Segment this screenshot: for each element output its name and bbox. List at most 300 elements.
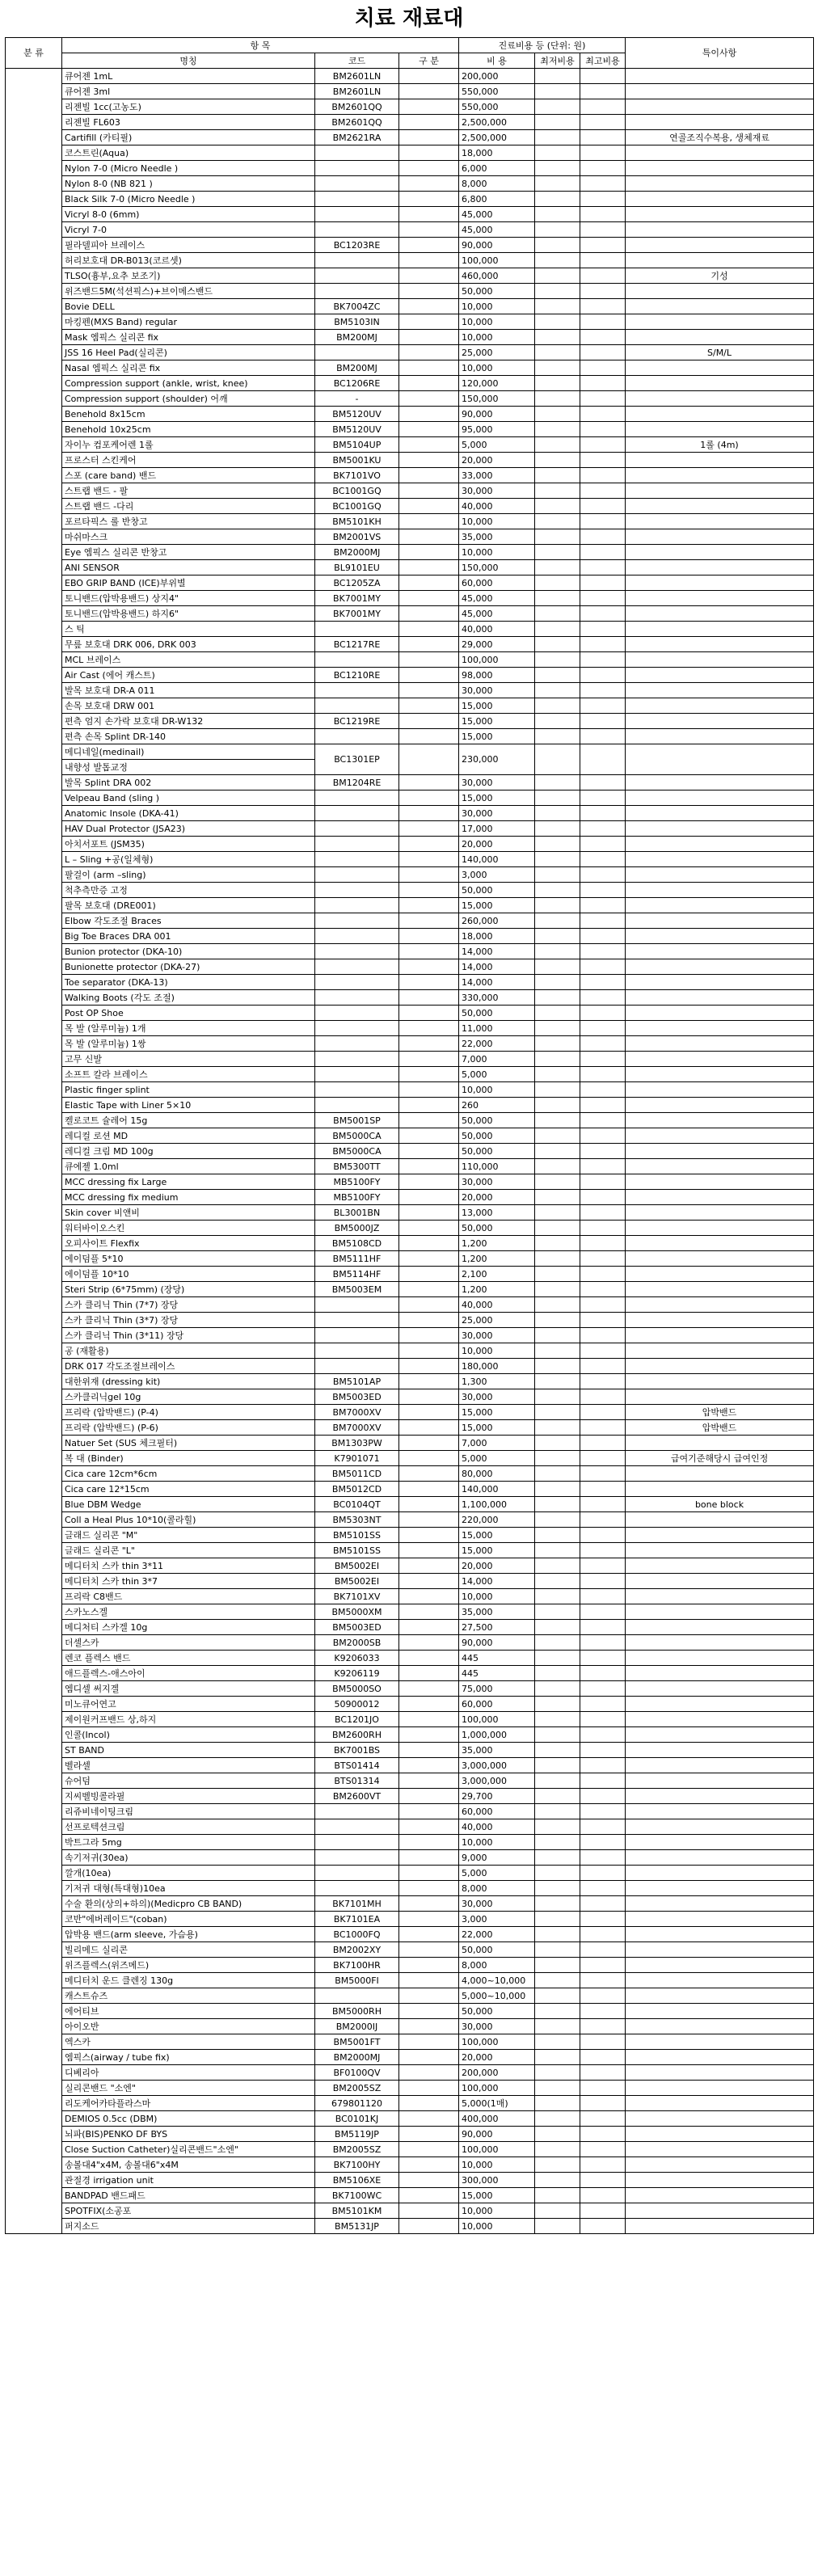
table-row — [6, 1436, 814, 1451]
table-row — [6, 437, 814, 453]
item-note — [626, 898, 814, 913]
item-name: Close Suction Catheter)실리콘밴드"소엔" — [62, 2142, 315, 2157]
item-note — [626, 1144, 814, 1159]
item-max-cost — [580, 1174, 626, 1190]
item-code: BM2005SZ — [315, 2142, 399, 2157]
item-cost: 15,000 — [459, 714, 535, 729]
item-min-cost — [535, 2127, 580, 2142]
item-division — [399, 69, 459, 84]
item-cost: 10,000 — [459, 2203, 535, 2219]
item-cost: 50,000 — [459, 1128, 535, 1144]
item-max-cost — [580, 1482, 626, 1497]
item-min-cost — [535, 1082, 580, 1098]
item-note — [626, 990, 814, 1006]
item-max-cost — [580, 422, 626, 437]
table-row — [6, 1666, 814, 1681]
item-note — [626, 453, 814, 468]
item-note — [626, 560, 814, 575]
item-min-cost — [535, 821, 580, 837]
item-min-cost — [535, 1620, 580, 1635]
item-max-cost — [580, 975, 626, 990]
table-row — [6, 1297, 814, 1313]
item-code: BC0101KJ — [315, 2111, 399, 2127]
item-note — [626, 591, 814, 606]
item-code: BK7004ZC — [315, 299, 399, 314]
item-min-cost — [535, 130, 580, 145]
table-row — [6, 1558, 814, 1574]
table-row — [6, 1651, 814, 1666]
item-min-cost — [535, 422, 580, 437]
item-note — [626, 1128, 814, 1144]
item-division — [399, 192, 459, 207]
table-row — [6, 84, 814, 99]
item-max-cost — [580, 1082, 626, 1098]
item-name: 깔개(10ea) — [62, 1866, 315, 1881]
item-division — [399, 622, 459, 637]
item-cost: 230,000 — [459, 744, 535, 775]
item-max-cost — [580, 1313, 626, 1328]
item-name: 프리락 (압박밴드) (P-4) — [62, 1405, 315, 1420]
item-name: Compression support (ankle, wrist, knee) — [62, 376, 315, 391]
item-division — [399, 1958, 459, 1973]
item-division — [399, 1006, 459, 1021]
item-division — [399, 867, 459, 883]
item-code — [315, 944, 399, 959]
table-row — [6, 314, 814, 330]
item-division — [399, 1098, 459, 1113]
item-min-cost — [535, 1297, 580, 1313]
item-name: 리젠빌 FL603 — [62, 115, 315, 130]
item-cost: 30,000 — [459, 1896, 535, 1912]
item-code: BM2002XY — [315, 1942, 399, 1958]
item-cost: 50,000 — [459, 2004, 535, 2019]
item-code: BM5001KU — [315, 453, 399, 468]
item-code — [315, 852, 399, 867]
item-min-cost — [535, 1958, 580, 1973]
item-name: 팔목 보호대 (DRE001) — [62, 898, 315, 913]
table-row — [6, 499, 814, 514]
item-division — [399, 176, 459, 192]
item-division — [399, 1328, 459, 1343]
item-name: 인콜(Incol) — [62, 1727, 315, 1743]
item-name: 렌코 플렉스 밴드 — [62, 1651, 315, 1666]
item-code: BM5001FT — [315, 2034, 399, 2050]
item-max-cost — [580, 714, 626, 729]
item-cost: 45,000 — [459, 222, 535, 238]
table-row — [6, 1697, 814, 1712]
item-cost: 260,000 — [459, 913, 535, 929]
item-note — [626, 2004, 814, 2019]
table-row — [6, 1282, 814, 1297]
item-max-cost — [580, 652, 626, 668]
item-note: 1롤 (4m) — [626, 437, 814, 453]
item-division — [399, 1727, 459, 1743]
item-min-cost — [535, 115, 580, 130]
item-min-cost — [535, 1589, 580, 1604]
item-code: BM5103IN — [315, 314, 399, 330]
item-cost: 100,000 — [459, 652, 535, 668]
item-code: BM2000IJ — [315, 2019, 399, 2034]
item-note — [626, 161, 814, 176]
item-name: TLSO(흉부,요추 보조기) — [62, 268, 315, 284]
table-row — [6, 867, 814, 883]
item-max-cost — [580, 560, 626, 575]
item-min-cost — [535, 1021, 580, 1036]
item-max-cost — [580, 1574, 626, 1589]
item-division — [399, 2188, 459, 2203]
item-name: Vicryl 7-0 — [62, 222, 315, 238]
item-division — [399, 1635, 459, 1651]
item-cost: 10,000 — [459, 2219, 535, 2234]
table-row — [6, 2127, 814, 2142]
item-min-cost — [535, 714, 580, 729]
item-code: BM5003ED — [315, 1620, 399, 1635]
item-min-cost — [535, 1697, 580, 1712]
item-note — [626, 299, 814, 314]
item-code: BM1303PW — [315, 1436, 399, 1451]
item-note — [626, 468, 814, 483]
item-code — [315, 683, 399, 698]
item-cost: 40,000 — [459, 499, 535, 514]
item-min-cost — [535, 1789, 580, 1804]
table-row — [6, 1988, 814, 2004]
item-cost: 45,000 — [459, 606, 535, 622]
item-code: BM5012CD — [315, 1482, 399, 1497]
item-note — [626, 2081, 814, 2096]
item-code: BM5101SS — [315, 1528, 399, 1543]
item-code: BM2601QQ — [315, 99, 399, 115]
item-note: 압박밴드 — [626, 1405, 814, 1420]
item-cost: 22,000 — [459, 1036, 535, 1052]
item-name: 공 (재활용) — [62, 1343, 315, 1359]
item-note — [626, 115, 814, 130]
item-division — [399, 2203, 459, 2219]
item-max-cost — [580, 2188, 626, 2203]
item-cost: 5,000 — [459, 1866, 535, 1881]
item-division — [399, 652, 459, 668]
item-division — [399, 1159, 459, 1174]
item-code — [315, 1988, 399, 2004]
item-name: 프리락 (압박밴드) (P-6) — [62, 1420, 315, 1436]
table-row — [6, 1727, 814, 1743]
item-division — [399, 898, 459, 913]
item-cost: 10,000 — [459, 1343, 535, 1359]
item-note — [626, 391, 814, 407]
item-division — [399, 314, 459, 330]
item-min-cost — [535, 1804, 580, 1819]
item-name: Coll a Heal Plus 10*10(콜라힐) — [62, 1512, 315, 1528]
item-min-cost — [535, 391, 580, 407]
table-row — [6, 1758, 814, 1773]
item-cost: 30,000 — [459, 1328, 535, 1343]
item-division — [399, 591, 459, 606]
item-division — [399, 1282, 459, 1297]
item-note — [626, 2127, 814, 2142]
item-note — [626, 1359, 814, 1374]
item-max-cost — [580, 84, 626, 99]
item-cost: 220,000 — [459, 1512, 535, 1528]
item-name: 스 틱 — [62, 622, 315, 637]
item-division — [399, 2019, 459, 2034]
item-note — [626, 2034, 814, 2050]
item-max-cost — [580, 268, 626, 284]
item-name: 큐어젠 1mL — [62, 69, 315, 84]
item-division — [399, 2034, 459, 2050]
item-max-cost — [580, 2081, 626, 2096]
table-row — [6, 145, 814, 161]
item-division — [399, 1942, 459, 1958]
item-max-cost — [580, 1743, 626, 1758]
item-note: bone block — [626, 1497, 814, 1512]
table-row — [6, 591, 814, 606]
item-note: 기성 — [626, 268, 814, 284]
item-note — [626, 1896, 814, 1912]
item-division — [399, 1374, 459, 1389]
item-name: 포르타픽스 롤 반창고 — [62, 514, 315, 529]
item-name: 벨라셀 — [62, 1758, 315, 1773]
item-division — [399, 2004, 459, 2019]
item-min-cost — [535, 2173, 580, 2188]
item-name: Elbow 각도조절 Braces — [62, 913, 315, 929]
item-cost: 33,000 — [459, 468, 535, 483]
item-code: BC1301EP — [315, 744, 399, 775]
item-code — [315, 176, 399, 192]
item-name: 애드플렉스-애스아이 — [62, 1666, 315, 1681]
item-division — [399, 1666, 459, 1681]
item-min-cost — [535, 1942, 580, 1958]
item-cost: 200,000 — [459, 2065, 535, 2081]
item-note — [626, 238, 814, 253]
item-cost: 30,000 — [459, 483, 535, 499]
item-max-cost — [580, 1942, 626, 1958]
item-name: 압박용 밴드(arm sleeve, 가슴용) — [62, 1927, 315, 1942]
item-name: HAV Dual Protector (JSA23) — [62, 821, 315, 837]
item-min-cost — [535, 1052, 580, 1067]
item-cost: 45,000 — [459, 207, 535, 222]
item-min-cost — [535, 192, 580, 207]
item-code: BM5000XM — [315, 1604, 399, 1620]
item-note — [626, 683, 814, 698]
item-min-cost — [535, 683, 580, 698]
item-code: BM2600RH — [315, 1727, 399, 1743]
item-code — [315, 1359, 399, 1374]
item-cost: 30,000 — [459, 683, 535, 698]
item-note — [626, 1251, 814, 1267]
table-row — [6, 1451, 814, 1466]
item-code — [315, 990, 399, 1006]
item-min-cost — [535, 1988, 580, 2004]
item-name: 엠픽스(airway / tube fix) — [62, 2050, 315, 2065]
item-min-cost — [535, 806, 580, 821]
item-cost: 40,000 — [459, 622, 535, 637]
item-cost: 1,300 — [459, 1374, 535, 1389]
item-division — [399, 268, 459, 284]
item-min-cost — [535, 698, 580, 714]
item-name: Steri Strip (6*75mm) (장당) — [62, 1282, 315, 1297]
item-name: 큐어젠 3ml — [62, 84, 315, 99]
item-note — [626, 514, 814, 529]
table-row — [6, 652, 814, 668]
item-min-cost — [535, 499, 580, 514]
item-name: 복 대 (Binder) — [62, 1451, 315, 1466]
item-cost: 15,000 — [459, 898, 535, 913]
item-division — [399, 1205, 459, 1221]
item-name: 메디터치 스카 thin 3*11 — [62, 1558, 315, 1574]
item-note — [626, 1773, 814, 1789]
item-code: K7901071 — [315, 1451, 399, 1466]
item-code: MB5100FY — [315, 1174, 399, 1190]
item-name: 더셀스카 — [62, 1635, 315, 1651]
item-max-cost — [580, 69, 626, 84]
header-cost: 비 용 — [459, 53, 535, 69]
item-division — [399, 99, 459, 115]
item-note — [626, 1835, 814, 1850]
item-max-cost — [580, 959, 626, 975]
item-max-cost — [580, 1804, 626, 1819]
item-max-cost — [580, 2142, 626, 2157]
item-code: 679801120 — [315, 2096, 399, 2111]
table-row — [6, 637, 814, 652]
item-max-cost — [580, 775, 626, 791]
item-max-cost — [580, 453, 626, 468]
item-division — [399, 345, 459, 360]
item-max-cost — [580, 591, 626, 606]
table-row — [6, 1144, 814, 1159]
item-division — [399, 990, 459, 1006]
item-min-cost — [535, 837, 580, 852]
item-cost: 2,500,000 — [459, 130, 535, 145]
item-code: BM2000SB — [315, 1635, 399, 1651]
table-row — [6, 852, 814, 867]
item-note — [626, 422, 814, 437]
item-code: BC1206RE — [315, 376, 399, 391]
item-cost: 20,000 — [459, 453, 535, 468]
table-row — [6, 69, 814, 84]
item-min-cost — [535, 913, 580, 929]
item-max-cost — [580, 1819, 626, 1835]
item-min-cost — [535, 1174, 580, 1190]
item-note — [626, 698, 814, 714]
table-row — [6, 714, 814, 729]
table-row — [6, 913, 814, 929]
item-code: BM2001VS — [315, 529, 399, 545]
item-max-cost — [580, 345, 626, 360]
item-name: Cica care 12*15cm — [62, 1482, 315, 1497]
item-min-cost — [535, 1912, 580, 1927]
item-cost: 17,000 — [459, 821, 535, 837]
item-max-cost — [580, 407, 626, 422]
item-note — [626, 2173, 814, 2188]
table-row — [6, 1866, 814, 1881]
item-note — [626, 959, 814, 975]
item-code — [315, 929, 399, 944]
item-name: Natuer Set (SUS 체크필터) — [62, 1436, 315, 1451]
item-min-cost — [535, 2188, 580, 2203]
item-note — [626, 99, 814, 115]
item-max-cost — [580, 729, 626, 744]
item-cost: 60,000 — [459, 575, 535, 591]
table-row — [6, 2050, 814, 2065]
item-code: BM5108CD — [315, 1236, 399, 1251]
item-division — [399, 698, 459, 714]
item-division — [399, 1620, 459, 1635]
item-note — [626, 192, 814, 207]
item-max-cost — [580, 1113, 626, 1128]
item-division — [399, 130, 459, 145]
item-min-cost — [535, 437, 580, 453]
item-division — [399, 837, 459, 852]
item-code — [315, 729, 399, 744]
table-row — [6, 1343, 814, 1359]
item-cost: 100,000 — [459, 1712, 535, 1727]
item-name: Vicryl 8-0 (6mm) — [62, 207, 315, 222]
item-cost: 11,000 — [459, 1021, 535, 1036]
item-name: 필라델피아 브레이스 — [62, 238, 315, 253]
item-min-cost — [535, 1635, 580, 1651]
item-cost: 330,000 — [459, 990, 535, 1006]
item-min-cost — [535, 1282, 580, 1297]
table-row — [6, 1359, 814, 1374]
table-row — [6, 453, 814, 468]
item-note — [626, 2050, 814, 2065]
item-name: 프로스터 스킨케어 — [62, 453, 315, 468]
item-cost: 30,000 — [459, 2019, 535, 2034]
item-max-cost — [580, 683, 626, 698]
item-code: BM5114HF — [315, 1267, 399, 1282]
table-row — [6, 514, 814, 529]
item-cost: 10,000 — [459, 314, 535, 330]
item-name: Elastic Tape with Liner 5×10 — [62, 1098, 315, 1113]
item-division — [399, 1543, 459, 1558]
item-code: BM5001SP — [315, 1113, 399, 1128]
item-cost: 22,000 — [459, 1927, 535, 1942]
item-max-cost — [580, 1681, 626, 1697]
table-row — [6, 391, 814, 407]
item-name: 발목 Splint DRA 002 — [62, 775, 315, 791]
item-note — [626, 1758, 814, 1773]
item-name: 워터바이오스킨 — [62, 1221, 315, 1236]
item-note — [626, 1174, 814, 1190]
item-note — [626, 1589, 814, 1604]
item-code — [315, 1052, 399, 1067]
table-row — [6, 545, 814, 560]
item-min-cost — [535, 1221, 580, 1236]
item-min-cost — [535, 1927, 580, 1942]
item-division — [399, 1896, 459, 1912]
item-note: S/M/L — [626, 345, 814, 360]
item-cost: 90,000 — [459, 407, 535, 422]
item-code: BM2600VT — [315, 1789, 399, 1804]
item-division — [399, 407, 459, 422]
item-name: Air Cast (에어 캐스트) — [62, 668, 315, 683]
item-division — [399, 161, 459, 176]
item-code — [315, 698, 399, 714]
item-division — [399, 1405, 459, 1420]
item-cost: 1,000,000 — [459, 1727, 535, 1743]
item-max-cost — [580, 575, 626, 591]
item-min-cost — [535, 575, 580, 591]
item-code: BC1205ZA — [315, 575, 399, 591]
item-max-cost — [580, 238, 626, 253]
item-min-cost — [535, 1328, 580, 1343]
header-cost-group: 진료비용 등 (단위: 원) — [459, 38, 626, 53]
item-code — [315, 913, 399, 929]
item-cost: 5,000~10,000 — [459, 1988, 535, 2004]
item-code — [315, 1098, 399, 1113]
table-row — [6, 1819, 814, 1835]
item-note — [626, 2065, 814, 2081]
item-cost: 50,000 — [459, 1942, 535, 1958]
